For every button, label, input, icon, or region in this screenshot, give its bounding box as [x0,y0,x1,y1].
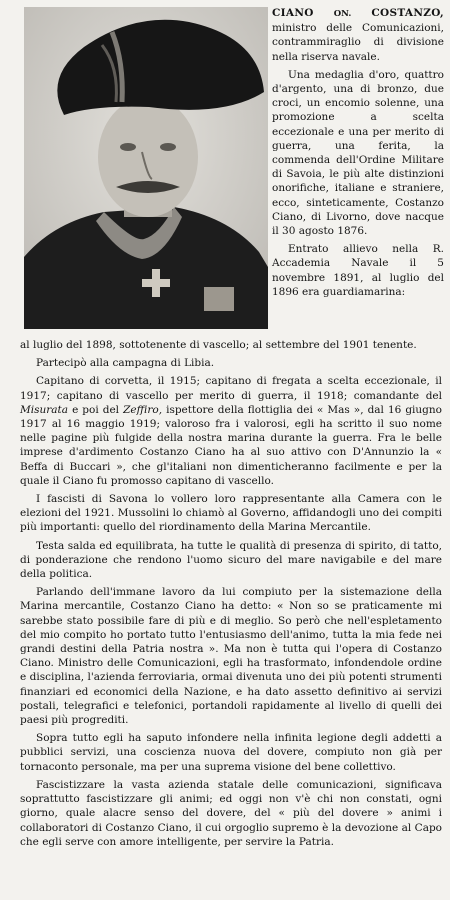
role-text: ministro delle Comunicazioni, contrammiraglio di divisione nella riserva navale. [272,22,444,63]
qualities-paragraph: Testa salda ed equilibrata, ha tutte le qualità di presenza di spirito, di tatto, di ponderazione che rendono l'uomo sicuro del mare navigabile e del mare della politica. [20,539,442,581]
career-text-3: ispettore della flottiglia dei « Mas », dal 16 giugno 1917 al 16 maggio 1919; valoroso fra i valorosi, egli ha scritto il suo nome nelle pagine più fulgide della nostra marina durante la guerra. Fra le belle imprese d'ardimento Costanzo Ciano ha al suo attivo con D'Annunzio la « Beffa di Buccari », che gl'italiani non dimenticheranno facilmente e per la quale il Ciano fu promosso capitano di vascello. [20,403,442,487]
ship-name-2: Zeffiro, [123,403,163,416]
career-text-2: e poi del [72,403,120,416]
admiral-portrait-image [24,7,268,329]
intro-column [272,6,444,299]
portrait-photo [24,7,268,329]
duty-paragraph: Sopra tutto egli ha saputo infondere nella infinita legione degli addetti a pubblici servizi, una coscienza nuova del dovere, compiuto non già per tornaconto personale, ma per una suprema visione del bene collettivo. [20,732,442,773]
article-body [20,338,442,853]
intro-heading [272,6,444,64]
honours-paragraph: Una medaglia d'oro, quattro d'argento, una di bronzo, due croci, un encomio solenne, una promozione a scelta eccezionale e una per merito di guerra, una ferita, la commenda dell'Ordine Militare di Savoia, le più alte distinzioni onorifiche, italiane e straniere, ecco, sinteticamente, Costanzo Ciano, di Livorno, dove nacque il 30 agosto 1876. [272,68,444,238]
savona-paragraph: I fascisti di Savona lo vollero loro rappresentante alla Camera con le elezioni del 1921. Mussolini lo chiamò al Governo, affidandogli uno dei compiti più importanti: quello del riordinamento della Marina Mercantile. [20,493,442,534]
name-last: COSTANZO, [371,7,445,19]
name-first: CIANO [272,7,314,19]
libia-paragraph: Partecipò alla campagna di Libia. [36,357,215,370]
career-text-1: Capitano di corvetta, il 1915; capitano di fregata a scelta eccezionale, il 1917; capitano di vascello per merito di guerra, il 1918; comandante del [20,375,442,402]
quote-paragraph: Parlando dell'immane lavoro da lui compiuto per la sistemazione della Marina mercantile, Costanzo Ciano ha detto: « Non so se praticamente mi sarebbe stato possibile fare di più e di meglio. So però che nell'espletamento del mio compito ho portato tutto l'entusiasmo dell'animo, tutta la mia fede nei grandi destini della Patria nostra ». Ma non è tutta qui l'opera di Costanzo Ciano. Ministro delle Comunicazioni, egli ha trasformato, infondendole ordine e disciplina, l'azienda ferroviaria, ormai divenuta uno dei più potenti strumenti finanziari ed economici della Nazione, e ha dato assetto definitivo ai servizi postali, telegrafici e telefonici, portandoli rapidamente al livello di quelli dei paesi più progrediti. [20,586,442,727]
carryover-line: al luglio del 1898, sottotenente di vascello; al settembre del 1901 tenente. [20,339,417,351]
honorific: ON. [333,9,352,19]
academy-paragraph: Entrato allievo nella R. Accademia Navale il 5 novembre 1891, al luglio del 1896 era guardiamarina: [272,243,444,298]
career-paragraph [20,374,442,488]
ship-name-1: Misurata [20,403,69,416]
fascistize-paragraph: Fascistizzare la vasta azienda statale delle comunicazioni, significava soprattutto fascistizzare gli animi; ed oggi non v'è chi non constati, ogni giorno, quale alacre senso del dovere, del « più del dovere » animi i collaboratori di Costanzo Ciano, il cui orgoglio supremo è la devozione al Capo che egli serve con amore intelligente, per servire la Patria. [20,778,442,848]
